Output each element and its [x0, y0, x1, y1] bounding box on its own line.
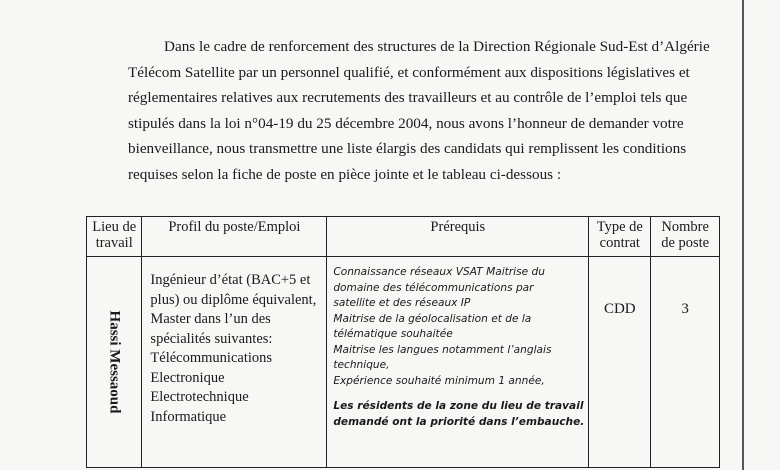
cell-prerequis [327, 257, 589, 468]
intro-line: Dans le cadre de renforcement des structures de la Direction Régionale Sud-Est d’Algérie [164, 38, 710, 55]
prerequis-line: satellite et des réseaux IP [333, 297, 471, 309]
table-header-row [87, 217, 720, 257]
profil-line: spécialités suivantes: [150, 330, 273, 347]
intro-line: réglementaires relatives aux recrutements des travailleurs et au contrôle de l’emploi tels que [128, 89, 688, 106]
intro-line: stipulés dans la loi n°04-19 du 25 décembre 2004, nous avons l’honneur de demander votre [128, 114, 684, 132]
intro-line: Télécom Satellite par un personnel qualifié, et conformément aux dispositions législatives et [128, 63, 690, 81]
table-row [87, 257, 720, 468]
header-prerequis: Prérequis [327, 217, 589, 257]
cell-profil [142, 257, 327, 468]
profil-line: Télécommunications [150, 350, 273, 366]
prerequis-note-line: Les résidents de la zone du lieu de travail [333, 400, 584, 412]
cell-nombre-poste: 3 [651, 257, 720, 468]
prerequis-line: technique, [333, 359, 390, 371]
prerequis-line: télématique souhaitée [333, 328, 453, 340]
profil-line: Electrotechnique [150, 389, 249, 405]
header-profil: Profil du poste/Emploi [142, 217, 327, 257]
lieu-value: Hassi Messaoud [106, 310, 123, 414]
prerequis-line: Expérience souhaité minimum 1 année, [333, 374, 545, 387]
intro-line: bienveillance, nous transmettre une liste élargis des candidats qui remplissent les conditions [128, 140, 687, 157]
profil-line: Ingénieur d’état (BAC+5 et [150, 272, 311, 288]
prerequis-line: domaine des télécommunications par [333, 281, 534, 294]
cell-type-contrat: CDD [589, 257, 651, 468]
prerequis-line: Maitrise les langues notamment l’anglais [333, 343, 552, 356]
cell-lieu [87, 257, 142, 468]
intro-paragraph [128, 34, 710, 187]
profil-line: Master dans l’un des [150, 311, 271, 327]
job-table [86, 216, 720, 468]
prerequis-note-line: demandé ont la priorité dans l’embauche. [333, 415, 585, 428]
prerequis-line: Connaissance réseaux VSAT Maitrise du [333, 266, 545, 278]
profil-line: plus) ou diplôme équivalent, [150, 291, 317, 308]
profil-line: Electronique [150, 369, 225, 386]
page-edge-line [742, 0, 744, 470]
prerequis-line: Maitrise de la géolocalisation et de la [333, 312, 532, 325]
header-lieu: Lieu de travail [87, 217, 142, 257]
header-type: Type de contrat [589, 217, 651, 257]
profil-line: Informatique [150, 408, 227, 425]
header-nombre: Nombre de poste [651, 217, 720, 257]
intro-line: requises selon la fiche de poste en pièce jointe et le tableau ci-dessous : [128, 165, 562, 183]
spacer [333, 389, 584, 399]
